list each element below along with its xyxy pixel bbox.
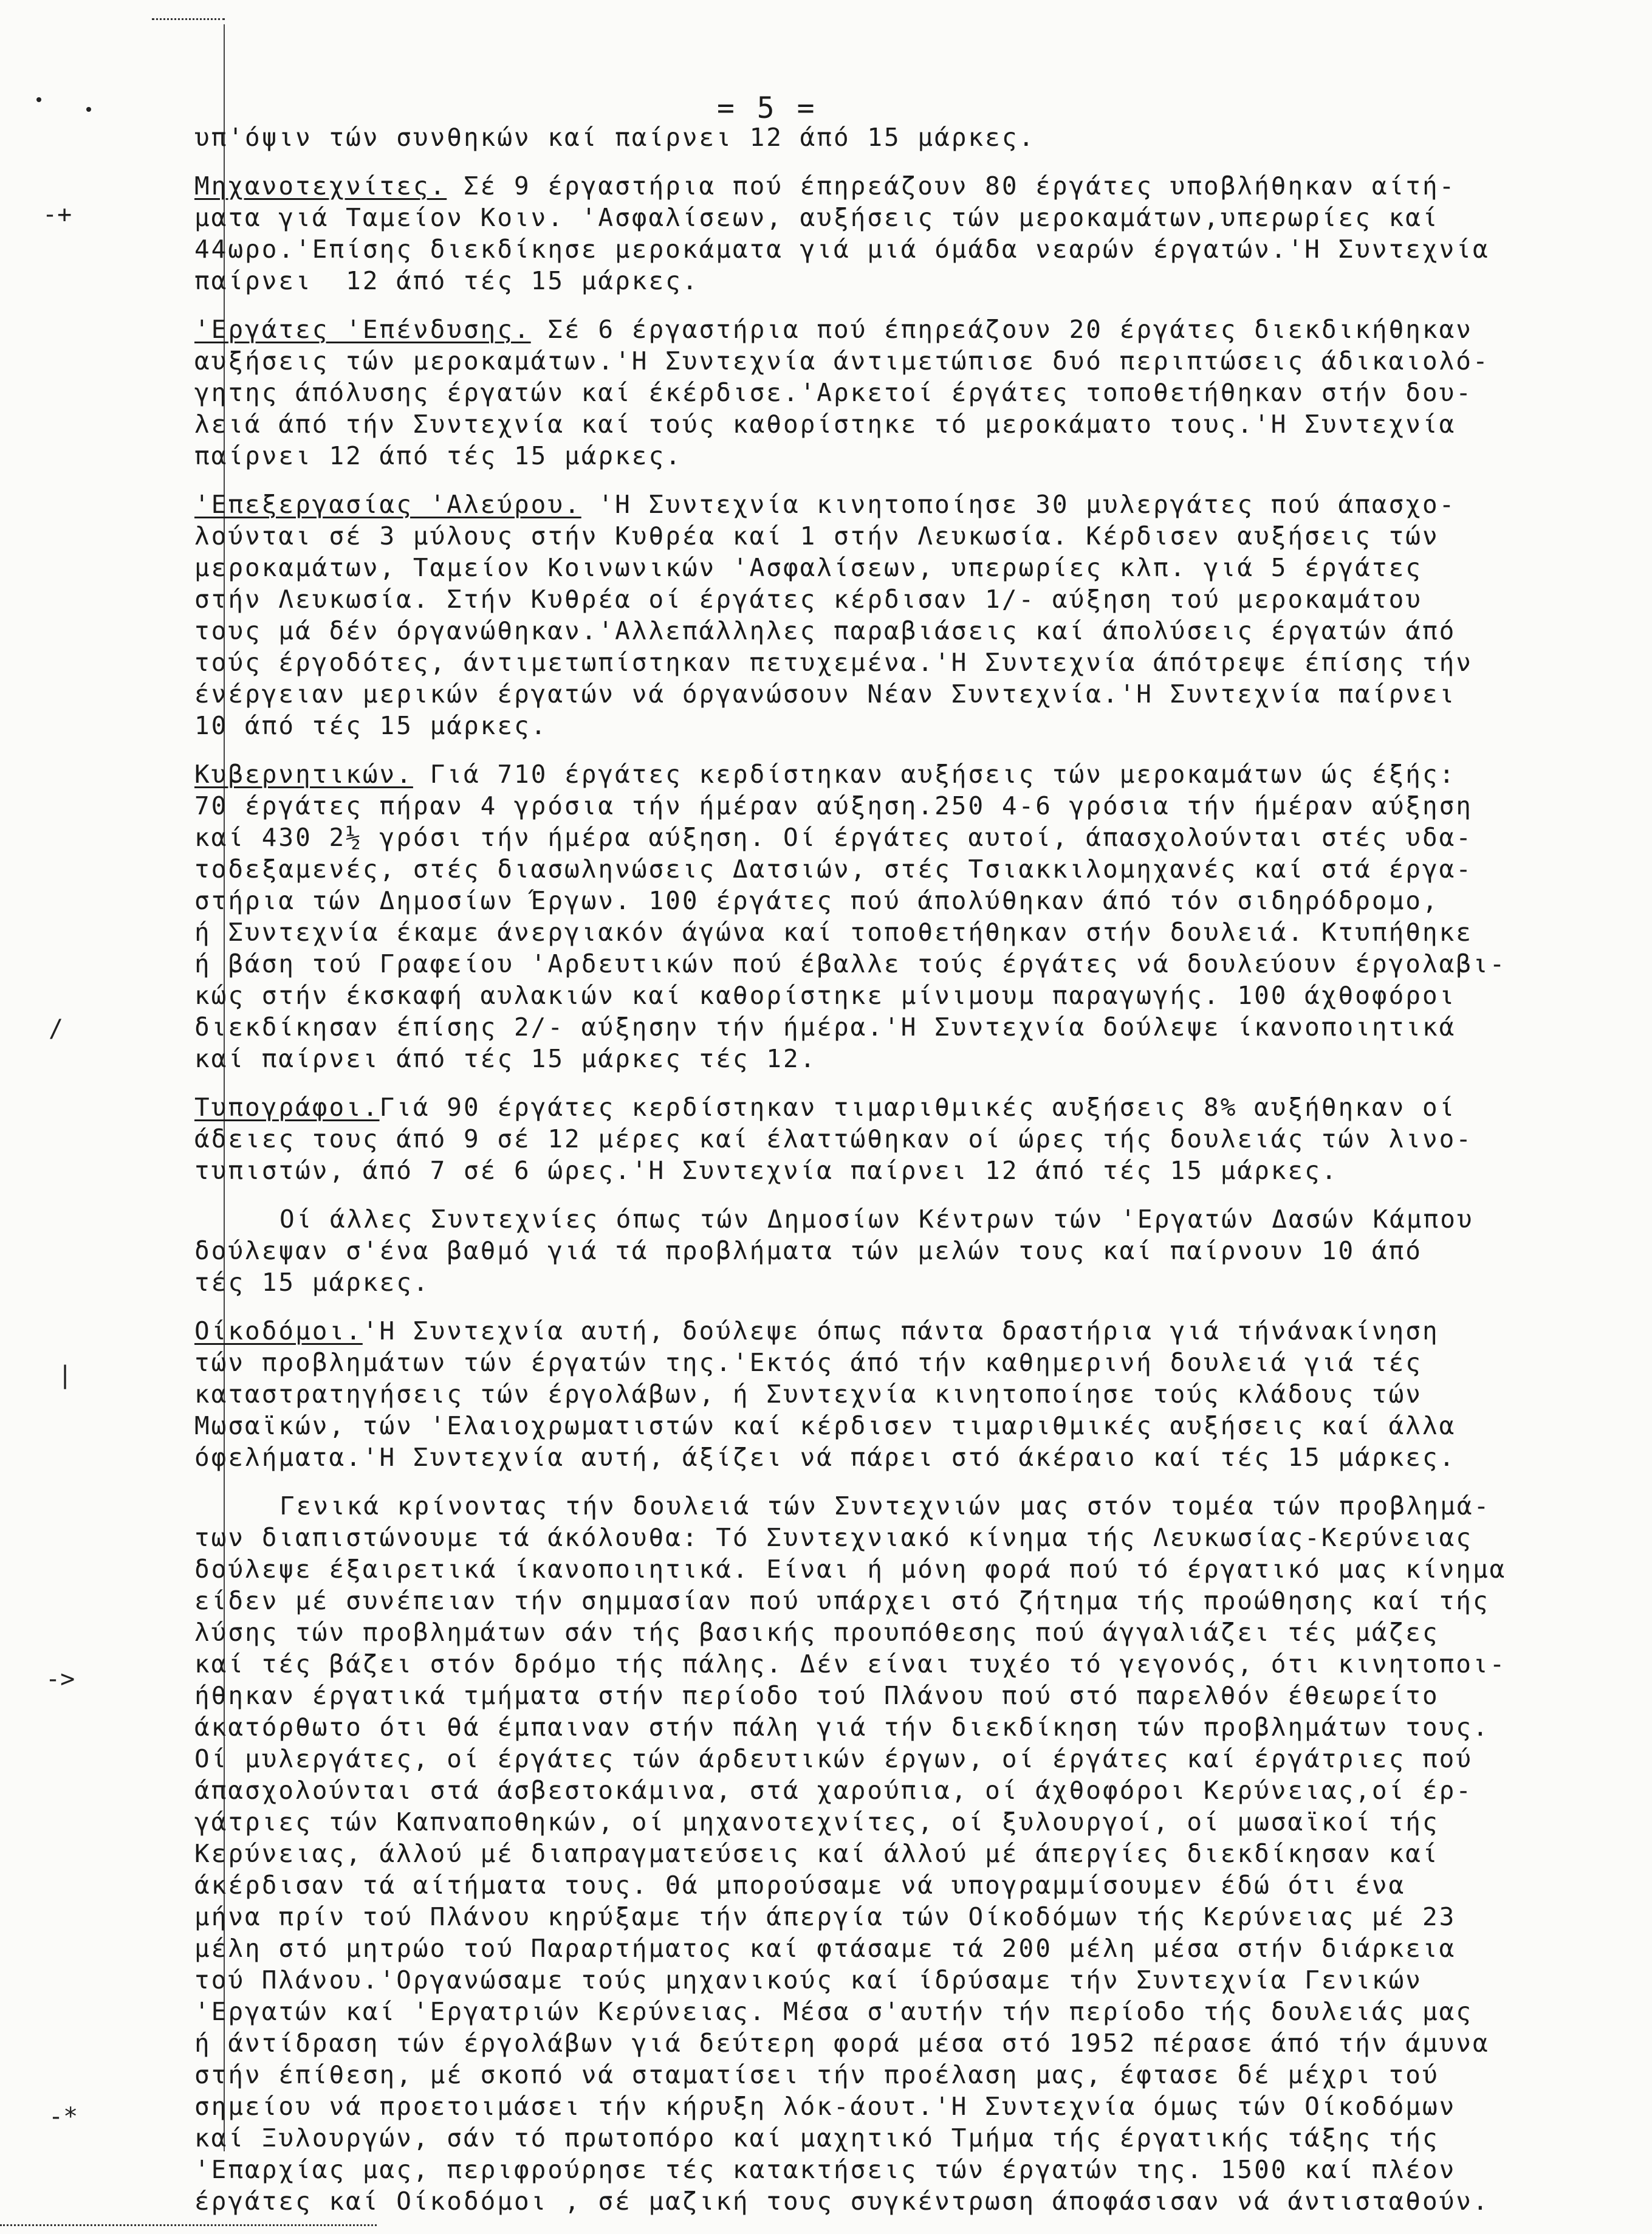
text-line bbox=[194, 1838, 1628, 1869]
text-line bbox=[194, 2122, 1628, 2154]
line-text: μέλη στό μητρώο τού Παραρτήματος καί φτάσαμε τά 200 μέλη μέσα στήν διάρκεια bbox=[194, 1934, 1456, 1963]
line-text: στήν έπίθεση, μέ σκοπό νά σταματίσει τήν προέλαση μας, έφτασε δέ μέχρι τού bbox=[194, 2060, 1439, 2089]
section-heading: Κυβερνητικών. bbox=[194, 760, 413, 789]
section-heading: 'Επεξεργασίας 'Αλεύρου. bbox=[194, 490, 581, 519]
margin-mark: | bbox=[58, 1361, 73, 1389]
line-text: τών προβλημάτων τών έργατών της.'Εκτός άπό τήν καθημερινή δουλειά γιά τές bbox=[194, 1348, 1422, 1377]
section-heading: 'Εργάτες 'Επένδυσης. bbox=[194, 315, 531, 344]
text-line bbox=[194, 345, 1628, 377]
text-line bbox=[194, 1553, 1628, 1585]
line-text: στήν Λευκωσία. Στήν Κυθρέα οί έργάτες κέρδισαν 1/- αύξηση τού μεροκαμάτου bbox=[194, 585, 1422, 614]
line-text: Σέ 6 έργαστήρια πού έπηρεάζουν 20 έργάτες διεκδικήθηκαν bbox=[530, 315, 1473, 344]
text-line bbox=[194, 408, 1628, 440]
paragraph bbox=[194, 170, 1628, 297]
line-text: καί Ξυλουργών, σάν τό πρωτοπόρο καί μαχητικό Τμήμα τής έργατικής τάξης τής bbox=[194, 2123, 1439, 2153]
text-line bbox=[194, 202, 1628, 233]
text-line bbox=[194, 1347, 1628, 1378]
line-text: Γενικά κρίνοντας τήν δουλειά τών Συντεχνιών μας στόν τομέα τών προβλημά- bbox=[279, 1491, 1491, 1521]
line-text: 'Εργατών καί 'Εργατριών Κερύνειας. Μέσα σ'αυτήν τήν περίοδο τής δουλειάς μας bbox=[194, 1997, 1473, 2026]
line-text: ένέργειαν μερικών έργατών νά όργανώσουν Νέαν Συντεχνία.'Η Συντεχνία παίρνει bbox=[194, 679, 1456, 709]
text-line bbox=[194, 853, 1628, 885]
text-line bbox=[194, 440, 1628, 472]
text-line bbox=[194, 2059, 1628, 2091]
text-line bbox=[194, 1743, 1628, 1775]
line-text: έργάτες καί Οίκοδόμοι , σέ μαζική τους συγκέντρωση άποφάσισαν νά άντισταθούν. bbox=[194, 2187, 1490, 2216]
text-line bbox=[194, 1378, 1628, 1410]
line-text: είδεν μέ συνέπειαν τήν σημμασίαν πού υπάρχει στό ζήτημα τής προώθησης καί τής bbox=[194, 1586, 1490, 1615]
paragraph bbox=[194, 1203, 1628, 1298]
paragraph bbox=[194, 489, 1628, 741]
line-text: καί τές βάζει στόν δρόμο τής πάλης. Δέν είναι τυχέο τό γεγονός, ότι κινητοποι- bbox=[194, 1649, 1507, 1679]
line-text: ή Συντεχνία έκαμε άνεργιακόν άγώνα καί τοποθετήθηκαν στήν δουλειά. Κτυπήθηκε bbox=[194, 918, 1473, 947]
text-line bbox=[194, 1585, 1628, 1617]
line-text: 70 έργάτες πήραν 4 γρόσια τήν ήμέραν αύξηση.250 4-6 γρόσια τήν ήμέραν αύξηση bbox=[194, 791, 1473, 820]
line-text: τυπιστών, άπό 7 σέ 6 ώρες.'Η Συντεχνία παίρνει 12 άπό τές 15 μάρκες. bbox=[194, 1156, 1338, 1185]
text-line bbox=[194, 1203, 1628, 1235]
line-text: των διαπιστώνουμε τά άκόλουθα: Τό Συντεχνιακό κίνημα τής Λευκωσίας-Κερύνειας bbox=[194, 1523, 1473, 1552]
text-line bbox=[194, 2185, 1628, 2217]
margin-mark: / bbox=[49, 1015, 64, 1043]
section-heading: Μηχανοτεχνίτες. bbox=[194, 171, 447, 201]
paragraph bbox=[194, 314, 1628, 472]
text-line bbox=[194, 1996, 1628, 2027]
page-number: = 5 = bbox=[717, 91, 817, 125]
line-text: γητης άπόλυσης έργατών καί έκέρδισε.'Αρκετοί έργάτες τοποθετήθηκαν στήν δου- bbox=[194, 378, 1473, 407]
text-line bbox=[194, 758, 1628, 790]
line-text: κώς στήν έκσκαφή αυλακιών καί καθορίστηκε μίνιμουμ παραγωγής. 100 άχθοφόροι bbox=[194, 981, 1456, 1010]
line-text: 'Επαρχίας μας, περιφρούρησε τές κατακτήσεις τών έργατών της. 1500 καί πλέον bbox=[194, 2155, 1456, 2184]
line-text: διεκδίκησαν έπίσης 2/- αύξησην τήν ήμέρα.'Η Συντεχνία δούλεψε ίκανοποιητικά bbox=[194, 1012, 1456, 1042]
line-text: τές 15 μάρκες. bbox=[194, 1268, 430, 1297]
text-line bbox=[194, 1442, 1628, 1473]
text-line bbox=[194, 377, 1628, 408]
line-text: 10 άπό τές 15 μάρκες. bbox=[194, 711, 548, 740]
paragraph bbox=[194, 122, 1628, 153]
line-text: λειά άπό τήν Συντεχνία καί τούς καθορίστηκε τό μεροκάματο τους.'Η Συντεχνία bbox=[194, 410, 1456, 439]
text-line bbox=[194, 1869, 1628, 1901]
paragraph bbox=[194, 758, 1628, 1074]
margin-mark: -> bbox=[46, 1665, 75, 1693]
text-line bbox=[194, 790, 1628, 822]
text-line bbox=[194, 1806, 1628, 1838]
text-line bbox=[194, 1235, 1628, 1267]
line-text: Οί άλλες Συντεχνίες όπως τών Δημοσίων Κέντρων τών 'Εργατών Δασών Κάμπου bbox=[279, 1205, 1474, 1234]
text-line bbox=[194, 1964, 1628, 1996]
line-text: όφελήματα.'Η Συντεχνία αυτή, άξίζει νά πάρει στό άκέραιο καί τές 15 μάρκες. bbox=[194, 1443, 1456, 1472]
line-text: καί παίρνει άπό τές 15 μάρκες τές 12. bbox=[194, 1044, 817, 1073]
text-line bbox=[194, 1490, 1628, 1522]
line-text: άκέρδισαν τά αίτήματα τους. Θά μπορούσαμε νά υπογραμμίσουμεν έδώ ότι ένα bbox=[194, 1871, 1406, 1900]
text-line bbox=[194, 1711, 1628, 1743]
text-line bbox=[194, 1155, 1628, 1186]
text-line bbox=[194, 1091, 1628, 1123]
text-line bbox=[194, 122, 1628, 153]
text-line bbox=[194, 520, 1628, 552]
text-line bbox=[194, 1522, 1628, 1553]
text-line bbox=[194, 1043, 1628, 1074]
line-text: υπ'όψιν τών συνθηκών καί παίρνει 12 άπό 15 μάρκες. bbox=[194, 123, 1036, 152]
paragraph bbox=[194, 1315, 1628, 1473]
margin-mark: -+ bbox=[43, 201, 72, 229]
text-line bbox=[194, 647, 1628, 678]
text-line bbox=[194, 948, 1628, 980]
text-line bbox=[194, 1680, 1628, 1711]
text-line bbox=[194, 314, 1628, 345]
line-text: γάτριες τών Καπναποθηκών, οί μηχανοτεχνίτες, οί ξυλουργοί, οί μωσαϊκοί τής bbox=[194, 1807, 1439, 1837]
text-line bbox=[194, 1901, 1628, 1933]
text-line bbox=[194, 1267, 1628, 1298]
line-text: Μωσαϊκών, τών 'Ελαιοχρωματιστών καί κέρδισεν τιμαριθμικές αυξήσεις καί άλλα bbox=[194, 1411, 1456, 1440]
line-text: αυξήσεις τών μεροκαμάτων.'Η Συντεχνία άντιμετώπισε δυό περιπτώσεις άδικαιολό- bbox=[194, 346, 1490, 376]
text-line bbox=[194, 233, 1628, 265]
line-text: παίρνει 12 άπό τές 15 μάρκες. bbox=[194, 441, 682, 470]
line-text: καταστρατηγήσεις τών έργολάβων, ή Συντεχνία κινητοποίησε τούς κλάδους τών bbox=[194, 1380, 1422, 1409]
text-line bbox=[194, 916, 1628, 948]
text-line bbox=[194, 1775, 1628, 1806]
paragraph bbox=[194, 1091, 1628, 1186]
line-text: 44ωρο.'Επίσης διεκδίκησε μεροκάματα γιά μιά όμάδα νεαρών έργατών.'Η Συντεχνία bbox=[194, 235, 1490, 264]
text-line bbox=[194, 1648, 1628, 1680]
margin-dot bbox=[86, 107, 91, 112]
text-line bbox=[194, 1123, 1628, 1155]
text-line bbox=[194, 170, 1628, 202]
line-text: τους μά δέν όργανώθηκαν.'Αλλεπάλληλες παραβιάσεις καί άπολύσεις έργατών άπό bbox=[194, 616, 1456, 645]
text-line bbox=[194, 2027, 1628, 2059]
line-text: δούλεψαν σ'ένα βαθμό γιά τά προβλήματα τών μελών τους καί παίρνουν 10 άπό bbox=[194, 1236, 1422, 1265]
line-text: Γιά 710 έργάτες κερδίστηκαν αυξήσεις τών μεροκαμάτων ώς έξής: bbox=[413, 760, 1456, 789]
text-line bbox=[194, 552, 1628, 583]
text-line bbox=[194, 678, 1628, 710]
text-line bbox=[194, 885, 1628, 916]
line-text: άδειες τους άπό 9 σέ 12 μέρες καί έλαττώθηκαν οί ώρες τής δουλειάς τών λινο- bbox=[194, 1124, 1473, 1153]
section-heading: Τυπογράφοι. bbox=[194, 1093, 380, 1122]
text-line bbox=[194, 710, 1628, 741]
text-line bbox=[194, 2154, 1628, 2185]
line-text: Κερύνειας, άλλού μέ διαπραγματεύσεις καί άλλού μέ άπεργίες διεκδίκησαν καί bbox=[194, 1839, 1439, 1868]
paragraph bbox=[194, 1490, 1628, 2217]
text-line bbox=[194, 1410, 1628, 1442]
line-text: λούνται σέ 3 μύλους στήν Κυθρέα καί 1 στήν Λευκωσία. Κέρδισεν αυξήσεις τών bbox=[194, 521, 1439, 551]
margin-mark: -* bbox=[49, 2103, 78, 2131]
line-text: Γιά 90 έργάτες κερδίστηκαν τιμαριθμικές αυξήσεις 8% αυξήθηκαν οί bbox=[379, 1093, 1456, 1122]
line-text: τού Πλάνου.'Οργανώσαμε τούς μηχανικούς καί ίδρύσαμε τήν Συντεχνία Γενικών bbox=[194, 1965, 1422, 1995]
text-line bbox=[194, 1011, 1628, 1043]
text-line bbox=[194, 1315, 1628, 1347]
line-text: καί 430 2½ γρόσι τήν ήμέρα αύξηση. Οί έργάτες αυτοί, άπασχολούνται στές υδα- bbox=[194, 823, 1473, 852]
text-line bbox=[194, 2091, 1628, 2122]
document-body bbox=[194, 122, 1628, 2234]
top-edge-mark bbox=[152, 0, 225, 20]
text-line bbox=[194, 265, 1628, 297]
line-text: τούς έργοδότες, άντιμετωπίστηκαν πετυχεμένα.'Η Συντεχνία άπότρεψε έπίσης τήν bbox=[194, 648, 1473, 677]
line-text: σημείου νά προετοιμάσει τήν κήρυξη λόκ-άουτ.'Η Συντεχνία όμως τών Οίκοδόμων bbox=[194, 2092, 1456, 2121]
line-text: τοδεξαμενές, στές διασωληνώσεις Δατσιών, στές Τσιακκιλομηχανές καί στά έργα- bbox=[194, 854, 1473, 884]
line-text: 'Η Συντεχνία αυτή, δούλεψε όπως πάντα δραστήρια γιά τήνάνακίνηση bbox=[362, 1316, 1439, 1346]
line-text: ήθηκαν έργατικά τμήματα στήν περίοδο τού Πλάνου πού στό παρελθόν έθεωρείτο bbox=[194, 1681, 1439, 1710]
line-text: άκατόρθωτο ότι θά έμπαιναν στήν πάλη γιά τήν διεκδίκηση τών προβλημάτων τους. bbox=[194, 1713, 1490, 1742]
text-line bbox=[194, 822, 1628, 853]
text-line bbox=[194, 1617, 1628, 1648]
text-line bbox=[194, 980, 1628, 1011]
text-line bbox=[194, 615, 1628, 647]
line-text: ματα γιά Ταμείον Κοιν. 'Ασφαλίσεων, αυξήσεις τών μεροκαμάτων,υπερωρίες καί bbox=[194, 203, 1439, 232]
section-heading: Οίκοδόμοι. bbox=[194, 1316, 363, 1346]
line-text: λύσης τών προβλημάτων σάν τής βασικής προυπόθεσης πού άγγαλιάζει τές μάζες bbox=[194, 1618, 1439, 1647]
text-line bbox=[194, 1933, 1628, 1964]
line-text: ή άντίδραση τών έργολάβων γιά δεύτερη φορά μέσα στό 1952 πέρασε άπό τήν άμυνα bbox=[194, 2029, 1490, 2058]
line-text: παίρνει 12 άπό τές 15 μάρκες. bbox=[194, 266, 699, 295]
line-text: άπασχολούνται στά άσβεστοκάμινα, στά χαρούπια, οί άχθοφόροι Κερύνειας,οί έρ- bbox=[194, 1776, 1473, 1805]
line-text: Οί μυλεργάτες, οί έργάτες τών άρδευτικών έργων, οί έργάτες καί έργάτριες πού bbox=[194, 1744, 1473, 1773]
line-text: ή βάση τού Γραφείου 'Αρδευτικών πού έβαλλε τούς έργάτες νά δουλεύουν έργολαβι- bbox=[194, 949, 1507, 978]
text-line bbox=[194, 489, 1628, 520]
margin-dot bbox=[36, 97, 41, 102]
line-text: μήνα πρίν τού Πλάνου κηρύξαμε τήν άπεργία τών Οίκοδόμων τής Κερύνειας μέ 23 bbox=[194, 1902, 1456, 1931]
line-text: στήρια τών Δημοσίων Έργων. 100 έργάτες πού άπολύθηκαν άπό τόν σιδηρόδρομο, bbox=[194, 886, 1439, 915]
text-line bbox=[194, 583, 1628, 615]
line-text: Σέ 9 έργαστήρια πού έπηρεάζουν 80 έργάτες υποβλήθηκαν αίτή- bbox=[447, 171, 1456, 201]
line-text: δούλεψε έξαιρετικά ίκανοποιητικά. Είναι ή μόνη φορά πού τό έργατικό μας κίνημα bbox=[194, 1555, 1507, 1584]
line-text: 'Η Συντεχνία κινητοποίησε 30 μυλεργάτες πού άπασχο- bbox=[581, 490, 1456, 519]
line-text: μεροκαμάτων, Ταμείον Κοινωνικών 'Ασφαλίσεων, υπερωρίες κλπ. γιά 5 έργάτες bbox=[194, 553, 1422, 582]
